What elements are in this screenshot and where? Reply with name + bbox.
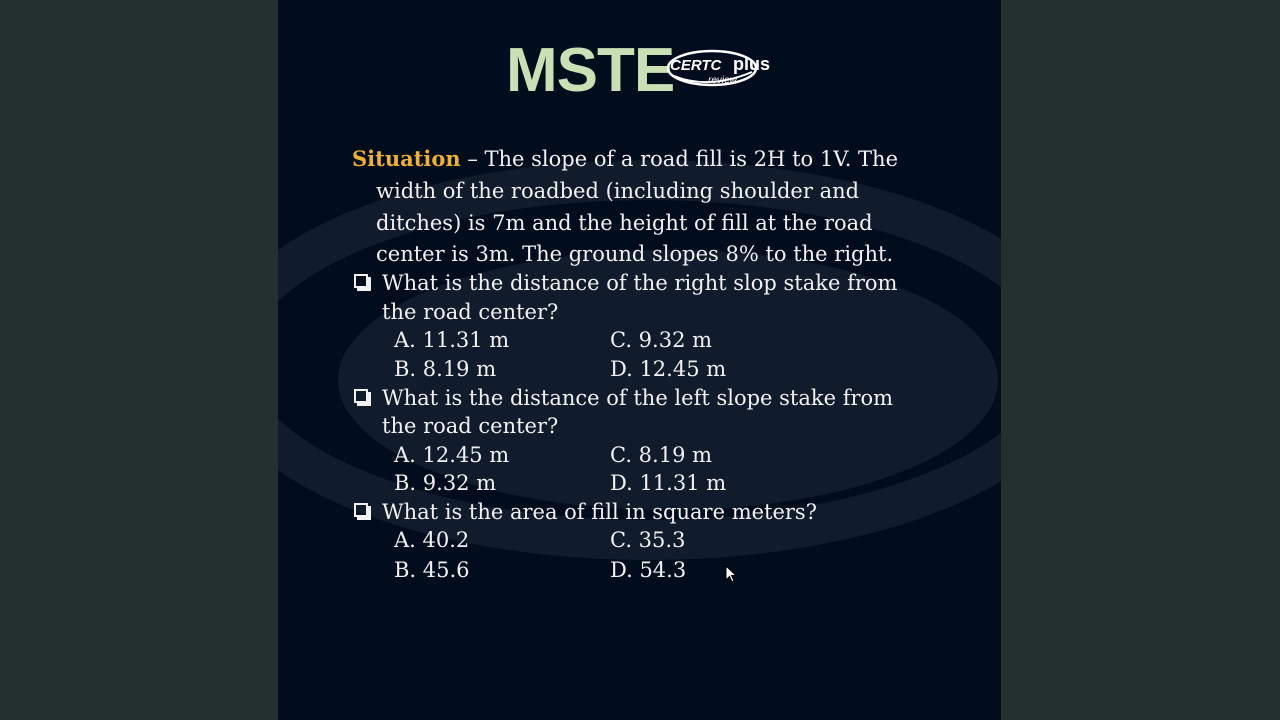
situation-text-1: – The slope of a road fill is 2H to 1V. The	[460, 147, 899, 171]
choice-c: C. 35.3	[610, 528, 686, 552]
choice-b: B. 45.6	[394, 558, 470, 582]
choice-b: B. 9.32 m	[394, 471, 497, 495]
slide-header	[278, 36, 1001, 106]
choice-c: C. 8.19 m	[610, 443, 713, 467]
situation-line-1	[352, 145, 898, 173]
situation-line-2: width of the roadbed (including shoulder and	[376, 179, 860, 203]
mouse-cursor-icon	[725, 565, 737, 583]
choice-c: C. 9.32 m	[610, 328, 713, 352]
choice-d: D. 11.31 m	[610, 471, 727, 495]
question-3-line-1: What is the area of fill in square meters?	[382, 500, 817, 524]
choice-a: A. 40.2	[394, 528, 470, 552]
choice-d: D. 12.45 m	[610, 357, 727, 381]
situation-line-4: center is 3m. The ground slopes 8% to the right.	[376, 242, 894, 266]
checkbox-bullet-icon	[354, 274, 368, 288]
logo-plus-text: plus	[733, 54, 771, 74]
logo-text: CERTC	[670, 57, 722, 74]
question-1-line-1: What is the distance of the right slop stake from	[382, 271, 898, 295]
choice-d: D. 54.3	[610, 558, 687, 582]
situation-label: Situation	[352, 146, 461, 171]
choice-a: A. 11.31 m	[394, 328, 510, 352]
slide	[278, 0, 1001, 720]
choice-b: B. 8.19 m	[394, 357, 497, 381]
page-title: MSTE	[506, 36, 675, 105]
question-1-line-2: the road center?	[382, 300, 559, 324]
choice-a: A. 12.45 m	[394, 443, 510, 467]
question-2-line-2: the road center?	[382, 414, 559, 438]
logo-sub: review	[708, 75, 737, 86]
checkbox-bullet-icon	[354, 389, 368, 403]
question-2-line-1: What is the distance of the left slope stake from	[382, 386, 894, 410]
checkbox-bullet-icon	[354, 503, 368, 517]
situation-line-3: ditches) is 7m and the height of fill at the road	[376, 211, 873, 235]
